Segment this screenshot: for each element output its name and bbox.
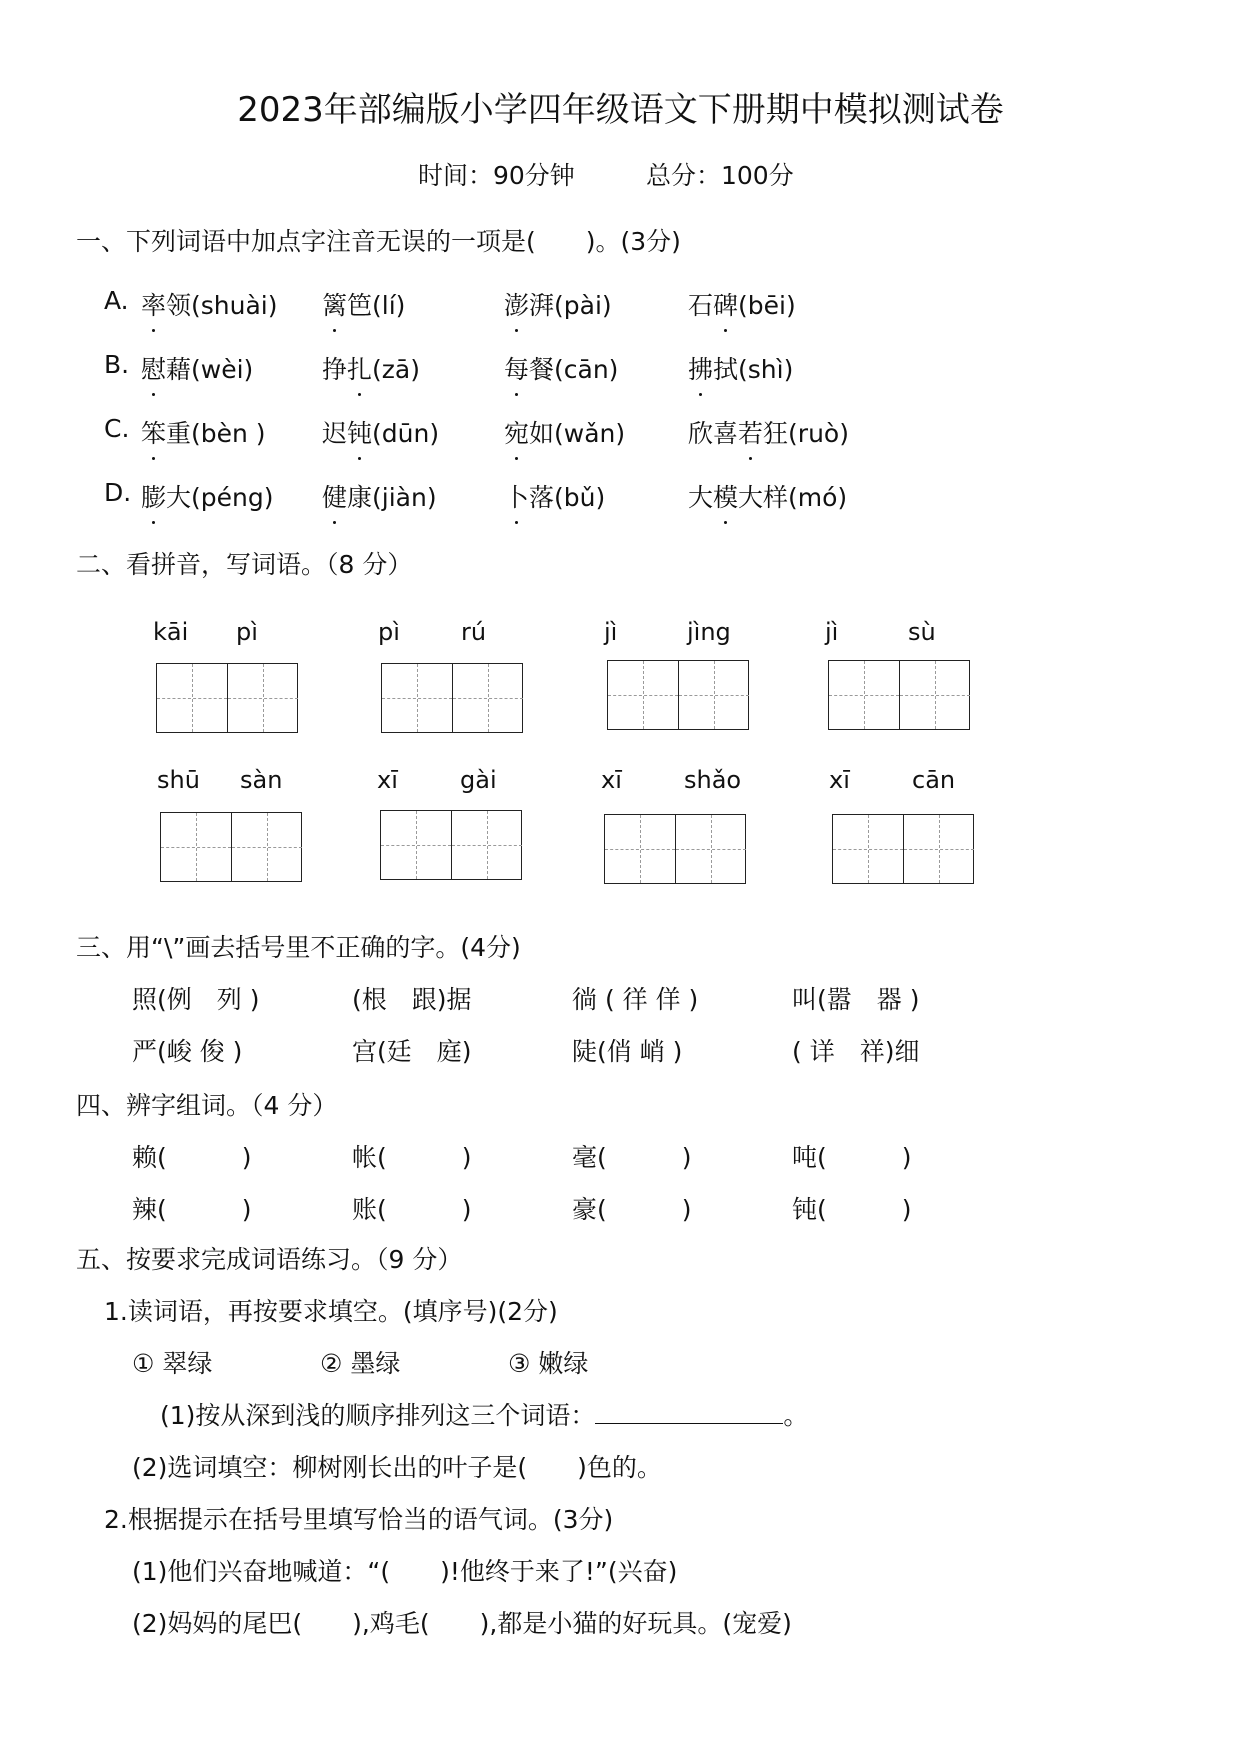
grid-cell[interactable] [904,815,974,883]
grid-cell[interactable] [900,661,970,729]
word-prefix: 石 [688,291,714,320]
q1-word [141,478,274,514]
q1-option-letter: C. [104,414,130,443]
q1-word [322,286,405,322]
dotted-character: 每 [504,350,529,386]
word-suffix: (bēi) [738,291,796,320]
q4-item[interactable]: 赖( ) [132,1143,252,1172]
dotted-character: 若 [738,414,763,450]
q1-word [322,414,439,450]
word-suffix: 康(jiàn) [347,483,437,512]
pinyin-syllable: xī [377,766,398,794]
dotted-character: 拂 [688,350,713,386]
dotted-character: 模 [713,478,738,514]
writing-grid-box[interactable] [381,663,523,733]
q4-item[interactable]: 毫( ) [572,1143,692,1172]
dotted-character: 笨 [141,414,166,450]
grid-cell[interactable] [453,664,523,732]
q1-word [688,414,849,450]
grid-cell[interactable] [679,661,749,729]
word-prefix: 欣喜 [688,419,739,448]
word-suffix: 如(wǎn) [529,419,626,448]
q5-option-3: ③ 嫩绿 [508,1349,589,1378]
dotted-character: 钝 [347,414,372,450]
grid-cell[interactable] [232,813,302,881]
grid-cell[interactable] [452,811,522,879]
grid-cell[interactable] [161,813,231,881]
pinyin-syllable: xī [601,766,622,794]
q1-word [141,414,266,450]
q5-s1a-end: 。 [783,1401,809,1430]
q3-item[interactable]: 陡(俏 峭 ) [572,1037,683,1066]
pinyin-syllable: cān [912,766,956,794]
q5-s1a [160,1396,808,1432]
writing-grid-box[interactable] [380,810,522,880]
grid-cell[interactable] [381,811,451,879]
word-prefix: 挣 [322,355,348,384]
dotted-character: 扎 [347,350,372,386]
q1-option-letter: B. [104,350,130,379]
grid-cell[interactable] [382,664,452,732]
writing-grid-box[interactable] [160,812,302,882]
word-suffix: 湃(pài) [529,291,612,320]
q3-item[interactable]: 徜 ( 徉 佯 ) [572,985,699,1014]
pinyin-syllable: sàn [240,766,283,794]
dotted-character: 碑 [713,286,738,322]
word-prefix: 迟 [322,419,348,448]
q3-item[interactable]: 叫(嚣 器 ) [792,985,920,1014]
q3-item[interactable]: 宫(廷 庭) [352,1037,472,1066]
q3-item[interactable]: 严(峻 俊 ) [132,1037,243,1066]
q2-heading: 二、看拼音，写词语。（8 分） [76,550,413,579]
grid-cell[interactable] [605,815,675,883]
answer-blank[interactable] [595,1399,783,1424]
q5-s2a: (1)他们兴奋地喊道：“( )!他终于来了!”(兴奋) [132,1557,678,1586]
dotted-character: 率 [141,286,166,322]
q1-word [504,478,605,514]
q3-item[interactable]: (根 跟)据 [352,985,472,1014]
q1-word [504,286,612,322]
writing-grid-box[interactable] [832,814,974,884]
dotted-character: 澎 [504,286,529,322]
q5-heading: 五、按要求完成词语练习。（9 分） [76,1245,463,1274]
q4-heading: 四、辨字组词。（4 分） [76,1091,338,1120]
word-suffix: 拭(shì) [713,355,794,384]
pinyin-syllable: xī [829,766,850,794]
q1-word [504,350,618,386]
dotted-character: 慰 [141,350,166,386]
q4-item[interactable]: 豪( ) [572,1195,692,1224]
q4-item[interactable]: 帐( ) [352,1143,472,1172]
word-suffix: 藉(wèi) [166,355,254,384]
q1-word [322,478,437,514]
dotted-character: 健 [322,478,347,514]
q5-sub1: 1.读词语，再按要求填空。(填序号)(2分) [104,1297,558,1326]
page-title: 2023年部编版小学四年级语文下册期中模拟测试卷 [237,90,1004,130]
pinyin-syllable: jì [604,618,618,646]
q1-word [688,350,793,386]
word-suffix: 大样(mó) [738,483,848,512]
q4-item[interactable]: 吨( ) [792,1143,912,1172]
q5-sub2: 2.根据提示在括号里填写恰当的语气词。(3分) [104,1505,614,1534]
q1-option-letter: A. [104,286,129,315]
word-suffix: 落(bǔ) [529,483,606,512]
writing-grid-box[interactable] [607,660,749,730]
q1-option-letter: D. [104,478,132,507]
pinyin-syllable: pì [236,618,258,646]
word-suffix: 领(shuài) [166,291,278,320]
dotted-character: 膨 [141,478,166,514]
grid-cell[interactable] [829,661,899,729]
q4-item[interactable]: 辣( ) [132,1195,252,1224]
q1-word [504,414,625,450]
word-suffix: 狂(ruò) [763,419,849,448]
grid-cell[interactable] [157,664,227,732]
q5-s2b: (2)妈妈的尾巴( ),鸡毛( ),都是小猫的好玩具。(宠爱) [132,1609,792,1638]
pinyin-syllable: jì [825,618,839,646]
q5-s1b: (2)选词填空：柳树刚长出的叶子是( )色的。 [132,1453,662,1482]
q4-item[interactable]: 账( ) [352,1195,472,1224]
pinyin-syllable: shǎo [684,766,742,794]
writing-grid-box[interactable] [604,814,746,884]
writing-grid-box[interactable] [156,663,298,733]
grid-cell[interactable] [228,664,298,732]
word-suffix: (dūn) [372,419,440,448]
pinyin-syllable: kāi [153,618,189,646]
word-suffix: 大(péng) [166,483,274,512]
grid-cell[interactable] [833,815,903,883]
q3-heading: 三、用“\”画去括号里不正确的字。(4分) [76,933,521,962]
q1-word [322,350,420,386]
q5-option-2: ② 墨绿 [320,1349,401,1378]
q4-item[interactable]: 钝( ) [792,1195,912,1224]
dotted-character: 宛 [504,414,529,450]
dotted-character: 卜 [504,478,529,514]
dotted-character: 篱 [322,286,347,322]
q3-item[interactable]: ( 详 祥)细 [792,1037,920,1066]
q1-word [688,478,847,514]
grid-cell[interactable] [676,815,746,883]
word-suffix: 重(bèn ) [166,419,266,448]
q1-word [688,286,796,322]
q3-item[interactable]: 照(例 列 ) [132,985,260,1014]
pinyin-syllable: shū [157,766,200,794]
exam-time: 时间：90分钟 [418,161,575,190]
pinyin-syllable: gài [460,766,497,794]
q1-word [141,350,253,386]
word-suffix: 笆(lí) [347,291,406,320]
pinyin-syllable: sù [908,618,936,646]
q1-word [141,286,278,322]
grid-cell[interactable] [608,661,678,729]
q5-s1a-text: (1)按从深到浅的顺序排列这三个词语： [160,1401,596,1430]
word-suffix: (zā) [372,355,420,384]
exam-total-score: 总分：100分 [646,161,794,190]
word-prefix: 大 [688,483,714,512]
q1-heading: 一、下列词语中加点字注音无误的一项是( )。(3分) [76,227,681,256]
pinyin-syllable: jìng [687,618,731,646]
writing-grid-box[interactable] [828,660,970,730]
word-suffix: 餐(cān) [529,355,619,384]
pinyin-syllable: rú [461,618,487,646]
q5-option-1: ① 翠绿 [132,1349,213,1378]
pinyin-syllable: pì [378,618,400,646]
